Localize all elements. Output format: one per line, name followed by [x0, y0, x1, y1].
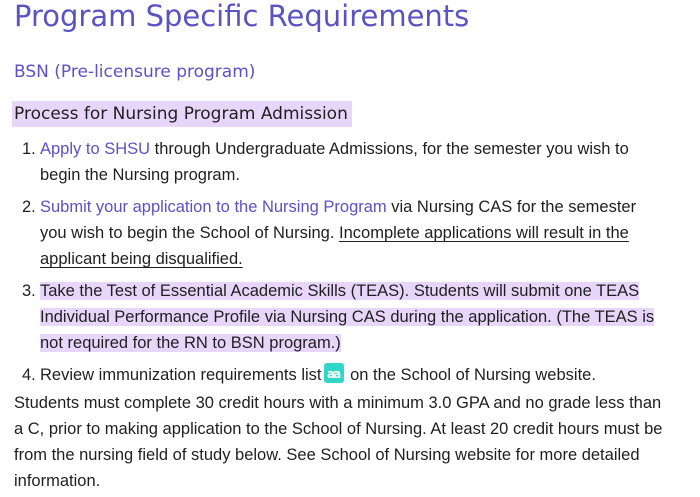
step-body	[40, 362, 660, 388]
step-number: 2.	[22, 198, 36, 216]
disqualification-warning: Incomplete applications will result in the applicant being disqualified.	[40, 224, 629, 268]
program-subtitle: BSN (Pre-licensure program)	[14, 62, 256, 82]
step-4	[0, 362, 700, 388]
step-number: 3.	[22, 282, 36, 300]
admission-steps-list	[0, 136, 700, 388]
step-body	[40, 136, 660, 188]
step-number: 4.	[22, 366, 36, 384]
step-number: 1.	[22, 140, 36, 158]
step-text: through Undergraduate Admissions, for the semester you wish to begin the Nursing program.	[40, 140, 629, 184]
svg-text:a: a	[332, 367, 341, 381]
section-heading: Process for Nursing Program Admission	[12, 101, 352, 127]
credit-requirements-paragraph: Students must complete 30 credit hours with a minimum 3.0 GPA and no grade less than a C, prior to making application to the School of Nursing. At least 20 credit hours must be from the nursing field of study below. See School of Nursing website for more detailed information.	[14, 394, 663, 490]
apply-to-shsu-link[interactable]: Apply to SHSU	[40, 140, 151, 158]
step-text: via Nursing CAS for the semester you wish to begin the School of Nursing.	[40, 198, 637, 242]
step-3	[0, 278, 700, 356]
teas-highlighted-text: Take the Test of Essential Academic Skills (TEAS). Students will submit one TEAS Individual Performance Profile via Nursing CAS during the application. (The TEAS is not required for the RN to BSN program.)	[40, 282, 655, 352]
step-text: on the School of Nursing website.	[345, 366, 596, 384]
page-title: Program Specific Requirements	[14, 0, 470, 33]
step-text: Review immunization requirements list	[40, 366, 322, 384]
step-2	[0, 194, 700, 272]
external-link-icon[interactable]	[324, 363, 344, 383]
step-body	[40, 278, 660, 356]
svg-text:a: a	[326, 367, 335, 381]
submit-application-link[interactable]: Submit your application to the Nursing Program	[40, 198, 387, 216]
step-1	[0, 136, 700, 188]
step-body	[40, 194, 660, 272]
